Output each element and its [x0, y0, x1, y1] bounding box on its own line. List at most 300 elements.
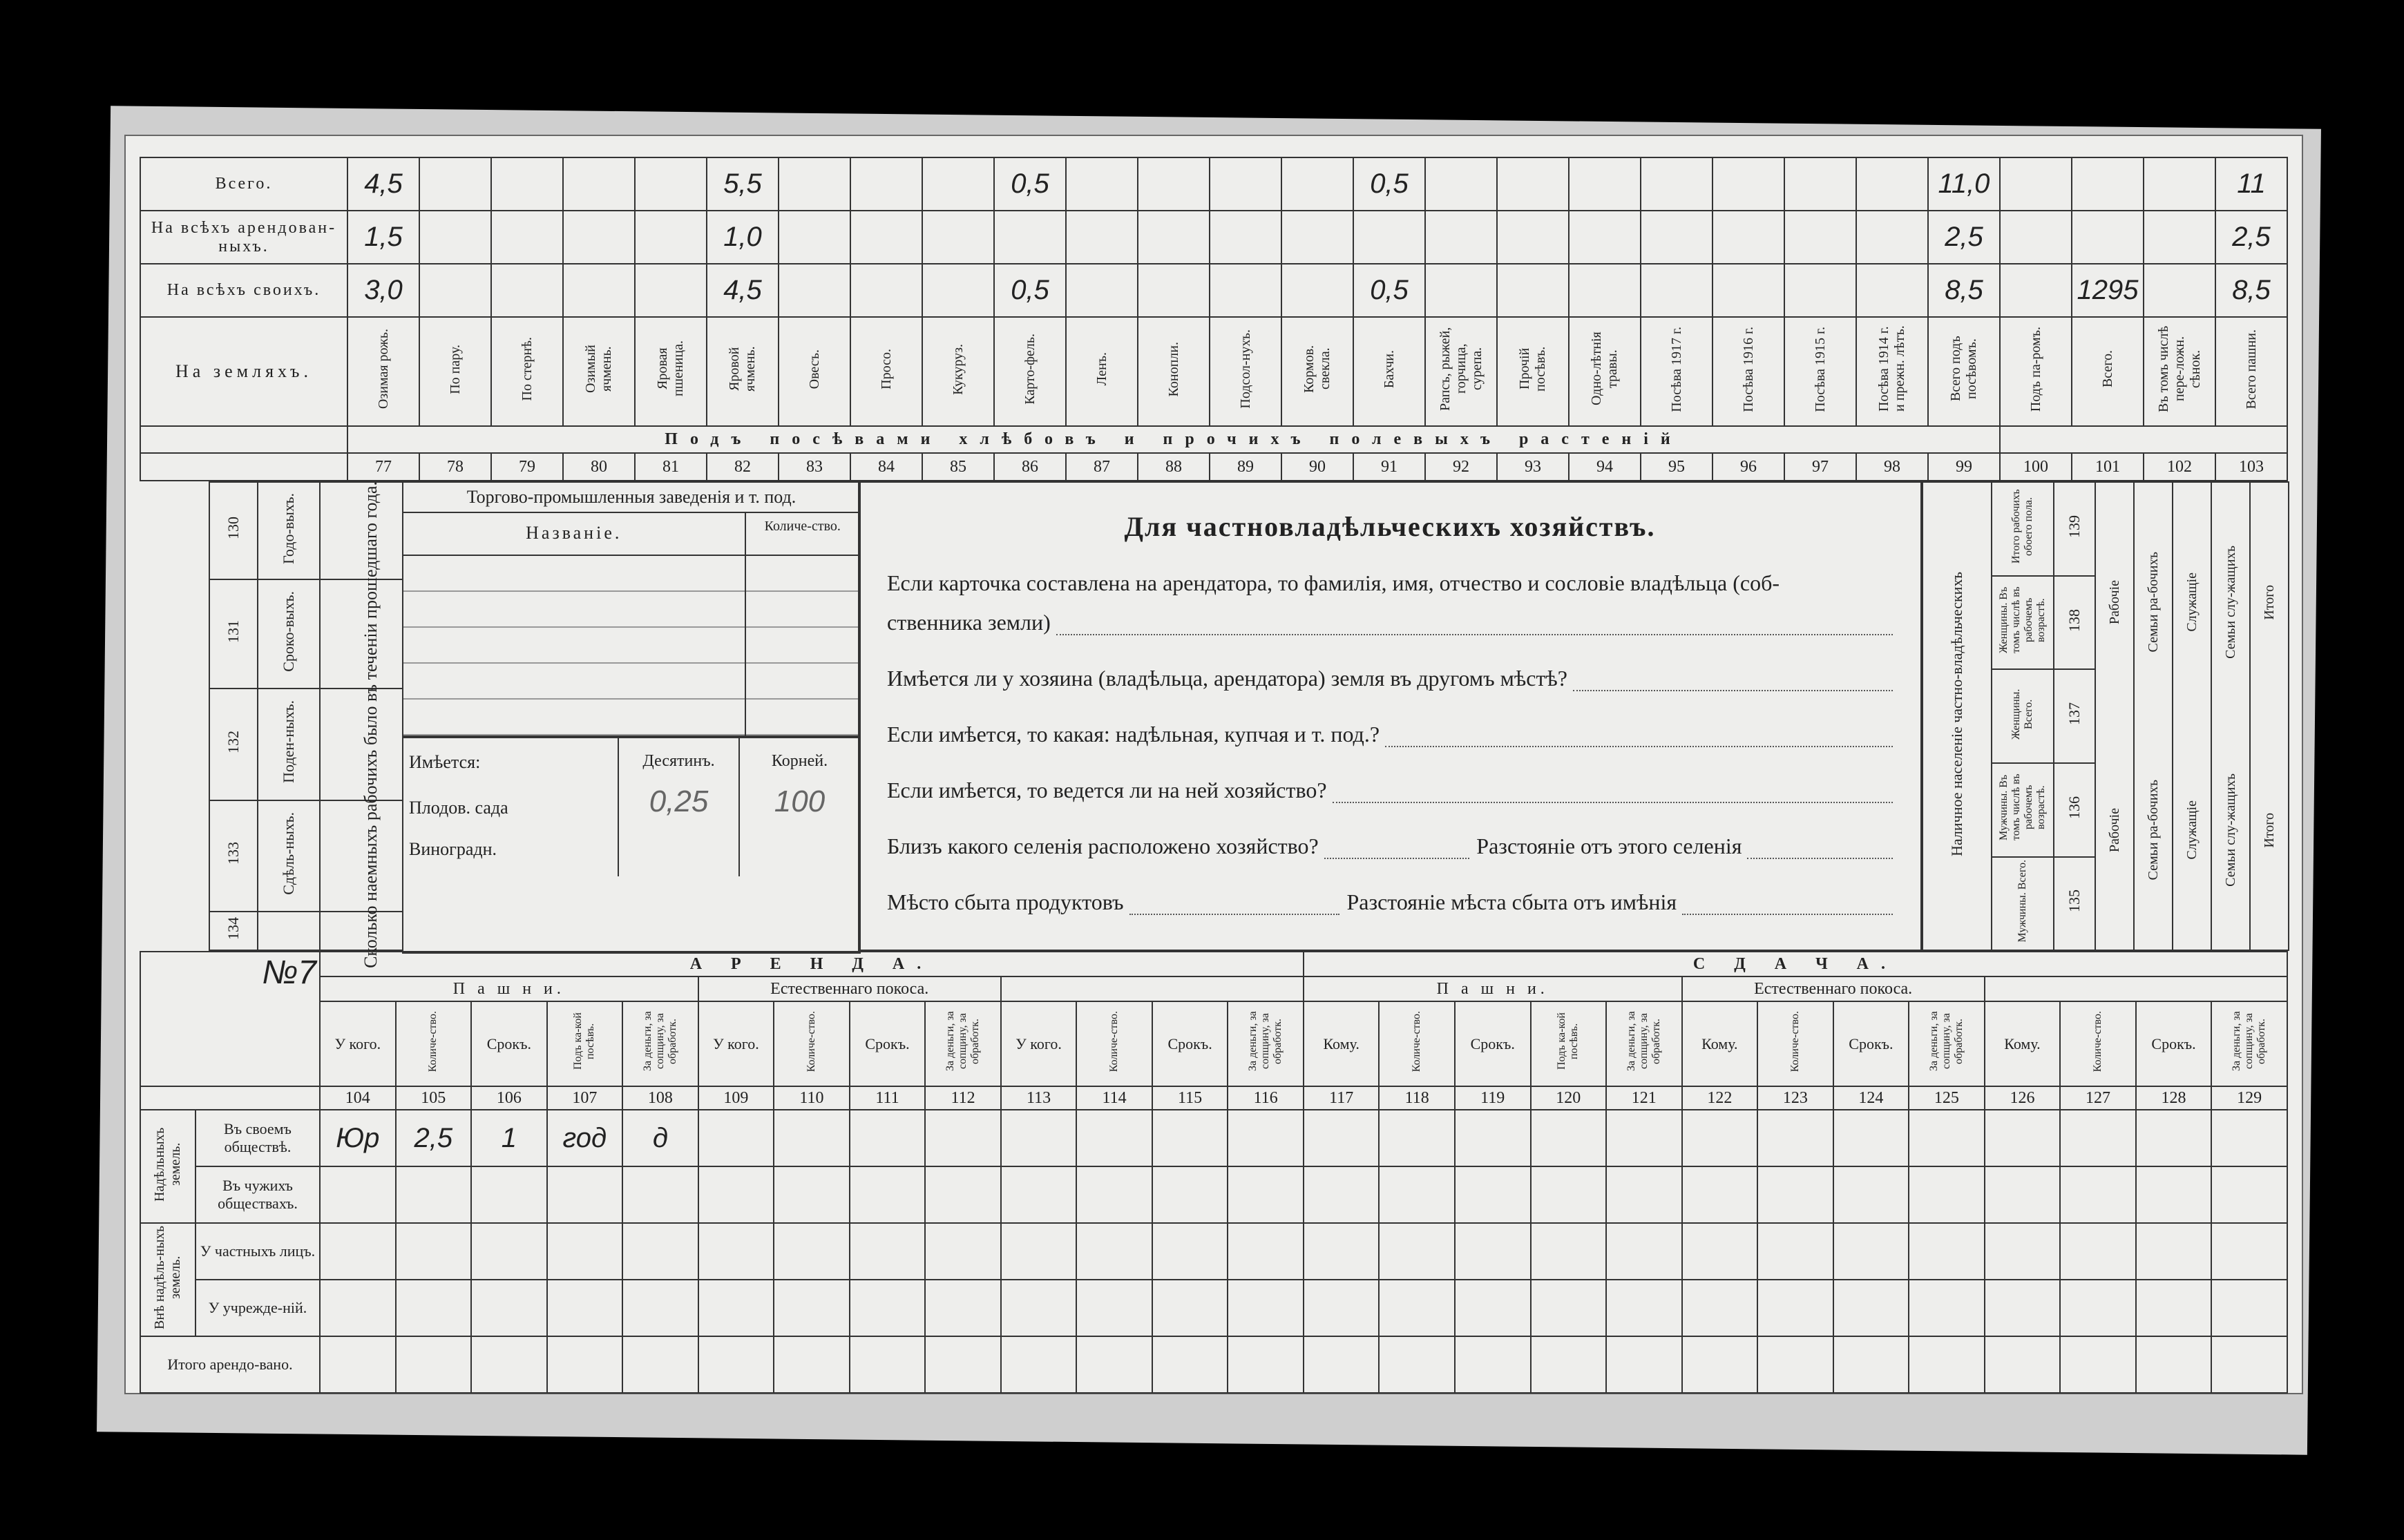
population-col-number [2054, 857, 2095, 950]
lease-row [140, 1280, 2287, 1336]
lease-value-cell[interactable] [774, 1336, 850, 1393]
crops-band-spacer [140, 426, 347, 454]
crops-row-rented [140, 211, 2287, 264]
lease-value-cell[interactable] [1304, 1336, 1380, 1393]
crops-col-number: 87 [1066, 453, 1138, 481]
crops-value-cell[interactable] [2144, 157, 2215, 211]
crops-value-cell[interactable] [922, 211, 994, 264]
lease-value-cell[interactable] [1001, 1223, 1077, 1280]
lease-value-cell[interactable] [1833, 1110, 1909, 1166]
crops-value-cell[interactable] [635, 157, 707, 211]
crops-row-label: На всѣхъ арендован-ныхъ. [140, 211, 347, 264]
lease-col-header-text: Количе-ство. [805, 1010, 817, 1072]
lease-value-cell[interactable] [396, 1166, 472, 1223]
lease-value-cell[interactable] [1152, 1336, 1228, 1393]
crops-col-number: 78 [419, 453, 491, 481]
lease-value-cell[interactable] [1909, 1280, 1985, 1336]
lease-value-cell[interactable] [471, 1166, 547, 1223]
lease-col-number: 109 [698, 1086, 774, 1110]
population-cat-col[interactable] [2249, 483, 2288, 950]
lease-value-cell[interactable] [396, 1280, 472, 1336]
crops-value-cell[interactable] [1641, 157, 1713, 211]
crops-value-cell[interactable] [491, 211, 563, 264]
q3-answer[interactable] [1385, 726, 1893, 747]
lease-value-cell[interactable] [1076, 1110, 1152, 1166]
lease-value-cell[interactable] [547, 1336, 623, 1393]
lease-col-header-text: За деньги, за сопщину, за обработк. [1625, 1011, 1662, 1072]
lease-col-number: 108 [622, 1086, 698, 1110]
lease-value-cell[interactable] [774, 1166, 850, 1223]
lease-value-cell[interactable] [1379, 1336, 1455, 1393]
lease-value-cell[interactable] [320, 1336, 396, 1393]
trade-lines [403, 556, 746, 735]
lease-value-cell[interactable] [1076, 1223, 1152, 1280]
lease-col-number: 129 [2211, 1086, 2287, 1110]
lease-value-cell[interactable] [1152, 1280, 1228, 1336]
crops-col-number: 79 [491, 453, 563, 481]
lease-value-cell[interactable] [1076, 1336, 1152, 1393]
lease-value-cell[interactable] [1833, 1280, 1909, 1336]
lease-value-cell[interactable] [547, 1280, 623, 1336]
crops-value-cell[interactable]: 0,5 [994, 264, 1066, 317]
lease-value-cell[interactable] [320, 1280, 396, 1336]
lease-value-cell[interactable] [2211, 1280, 2287, 1336]
q5b-answer[interactable] [1747, 838, 1893, 859]
hired-row-number-text: 130 [225, 517, 242, 540]
lease-value-cell[interactable] [1985, 1223, 2061, 1280]
lease-value-cell[interactable] [1909, 1336, 1985, 1393]
crops-value-cell[interactable] [1497, 264, 1569, 317]
lease-col-header-text: За деньги, за сопщину, за обработк. [2231, 1011, 2268, 1072]
crops-value-cell[interactable] [1210, 157, 1281, 211]
population-cat-col[interactable] [2096, 483, 2133, 950]
crops-value-cell[interactable] [2072, 157, 2144, 211]
crops-col-header-text: Подъ па-ромъ. [2028, 326, 2043, 412]
lease-col-header [547, 1001, 623, 1086]
population-col-number [2054, 482, 2095, 576]
crops-value-cell[interactable] [1497, 211, 1569, 264]
hired-row-label [258, 912, 320, 950]
lease-value-cell[interactable] [1531, 1336, 1607, 1393]
crops-value-cell[interactable] [850, 264, 922, 317]
crops-col-header [1569, 317, 1641, 425]
lease-value-cell[interactable] [2211, 1110, 2287, 1166]
crops-value-cell[interactable] [419, 211, 491, 264]
crops-col-header-text: Овесъ. [806, 349, 822, 389]
crops-value-cell[interactable] [1713, 211, 1784, 264]
crops-value-cell[interactable] [1425, 157, 1497, 211]
lease-value-cell[interactable] [1606, 1166, 1682, 1223]
crops-value-cell[interactable] [1066, 264, 1138, 317]
crops-col-number: 88 [1138, 453, 1210, 481]
crops-col-header [491, 317, 563, 425]
lease-value-cell[interactable] [850, 1336, 926, 1393]
crops-value-cell[interactable] [1856, 157, 1928, 211]
crops-col-header-text: Подсол-нухъ. [1237, 329, 1253, 409]
crops-value-cell[interactable]: 4,5 [707, 264, 779, 317]
lease-value-cell[interactable] [925, 1166, 1001, 1223]
lease-value-cell[interactable] [1304, 1166, 1380, 1223]
population-cat-bottom: Рабочiе [2106, 807, 2122, 853]
lease-value-cell[interactable] [2211, 1223, 2287, 1280]
crops-value-cell[interactable] [1138, 264, 1210, 317]
hired-row-label [258, 689, 320, 800]
crops-value-cell[interactable] [850, 157, 922, 211]
q2: Имѣется ли у хозяина (владѣльца, арендатора) земля въ другомъ мѣстѣ? [887, 666, 1567, 691]
crops-value-cell[interactable] [922, 157, 994, 211]
lease-group2-label [140, 1223, 195, 1336]
lease-value-cell[interactable] [622, 1336, 698, 1393]
hired-row-number [209, 912, 258, 950]
q6b: Разстоянiе мѣста сбыта отъ имѣнiя [1346, 889, 1677, 914]
lease-value-cell[interactable] [1152, 1223, 1228, 1280]
crops-value-cell[interactable] [2000, 157, 2072, 211]
crops-col-header-text: Конопли. [1165, 341, 1181, 397]
lease-value-cell[interactable] [1455, 1336, 1531, 1393]
lease-value-cell[interactable] [1379, 1223, 1455, 1280]
lease-value-cell[interactable] [698, 1110, 774, 1166]
lease-value-cell[interactable] [1833, 1223, 1909, 1280]
lease-value-cell[interactable] [1304, 1223, 1380, 1280]
crops-value-cell[interactable] [1713, 264, 1784, 317]
crops-value-cell[interactable]: 2,5 [2215, 211, 2287, 264]
lease-value-cell[interactable] [1076, 1280, 1152, 1336]
lease-value-cell[interactable] [1455, 1280, 1531, 1336]
lease-value-cell[interactable] [320, 1166, 396, 1223]
hired-row-number [209, 689, 258, 800]
lease-value-cell[interactable] [622, 1166, 698, 1223]
lease-value-cell[interactable] [1682, 1280, 1758, 1336]
lease-row [140, 1223, 2287, 1280]
lease-value-cell[interactable] [774, 1223, 850, 1280]
crops-value-cell[interactable]: 8,5 [2215, 264, 2287, 317]
crops-value-cell[interactable] [1497, 157, 1569, 211]
lease-col-header [925, 1001, 1001, 1086]
crops-value-cell[interactable]: 2,5 [1928, 211, 2000, 264]
crops-value-cell[interactable]: 11 [2215, 157, 2287, 211]
crops-header-row [140, 317, 2287, 425]
crops-value-cell[interactable] [1425, 264, 1497, 317]
crops-value-cell[interactable] [563, 264, 635, 317]
lease-value-cell[interactable] [1606, 1223, 1682, 1280]
garden-dess-value: 0,25 [649, 785, 709, 818]
crops-value-cell[interactable] [850, 211, 922, 264]
lease-col-header-text: За деньги, за сопщину, за обработк. [641, 1011, 678, 1072]
crops-value-cell[interactable]: 1295 [2072, 264, 2144, 317]
lease-value-cell[interactable] [2211, 1336, 2287, 1393]
lease-value-cell[interactable] [1531, 1280, 1607, 1336]
crops-value-cell[interactable]: 1,0 [707, 211, 779, 264]
crops-value-cell[interactable] [1569, 211, 1641, 264]
lease-value-cell[interactable] [774, 1280, 850, 1336]
lease-value-cell[interactable] [1985, 1336, 2061, 1393]
lease-value-cell[interactable] [1076, 1166, 1152, 1223]
lease-value-cell[interactable] [547, 1166, 623, 1223]
lease-value-cell[interactable] [925, 1280, 1001, 1336]
lease-value-cell[interactable] [2060, 1336, 2136, 1393]
lease-mark: №7 [140, 952, 320, 1086]
crops-value-cell[interactable] [491, 264, 563, 317]
crops-value-cell[interactable]: 3,0 [347, 264, 419, 317]
lease-value-cell[interactable] [850, 1280, 926, 1336]
crops-value-cell[interactable] [1138, 211, 1210, 264]
lease-value-cell[interactable] [396, 1336, 472, 1393]
trade-block [402, 481, 861, 954]
crops-value-cell[interactable] [635, 264, 707, 317]
lease-value-cell[interactable] [1682, 1166, 1758, 1223]
lease-value-cell[interactable] [2136, 1166, 2212, 1223]
lease-value-cell[interactable] [1001, 1336, 1077, 1393]
lease-value-cell[interactable] [1379, 1110, 1455, 1166]
lease-value-cell[interactable] [2060, 1280, 2136, 1336]
crops-value-cell[interactable] [1066, 157, 1138, 211]
lease-value-cell[interactable] [1001, 1166, 1077, 1223]
lease-value-cell[interactable]: год [547, 1110, 623, 1166]
q6-answer[interactable] [1129, 894, 1340, 915]
lease-group2-label-text: Внѣ надѣль-ныхъ земель. [152, 1225, 183, 1329]
crops-value-cell[interactable] [1425, 211, 1497, 264]
lease-value-cell[interactable] [2060, 1166, 2136, 1223]
crops-col-header-text: Одно-лѣтнiя травы. [1589, 332, 1620, 406]
crops-row-own [140, 264, 2287, 317]
lease-col-header-text: Количе-ство. [1788, 1010, 1801, 1072]
lease-value-cell[interactable] [2136, 1336, 2212, 1393]
lease-value-cell[interactable] [1833, 1166, 1909, 1223]
crops-value-cell[interactable] [1281, 264, 1353, 317]
lease-value-cell[interactable] [1001, 1110, 1077, 1166]
lease-col-header: Кому. [1304, 1001, 1380, 1086]
crops-col-header-text: Всего. [2099, 350, 2115, 388]
lease-value-cell[interactable] [1455, 1110, 1531, 1166]
crops-value-cell[interactable] [419, 264, 491, 317]
lease-value-cell[interactable] [1379, 1166, 1455, 1223]
crops-value-cell[interactable] [1856, 211, 1928, 264]
lease-value-cell[interactable] [622, 1223, 698, 1280]
crops-col-header-text: Яровой ячмень. [727, 346, 758, 392]
lease-value-cell[interactable] [1757, 1110, 1833, 1166]
population-col-number-text: 137 [2066, 702, 2083, 726]
crops-col-number: 99 [1928, 453, 2000, 481]
crops-value-cell[interactable] [1569, 157, 1641, 211]
lease-value-cell[interactable] [1606, 1110, 1682, 1166]
crops-value-cell[interactable] [994, 211, 1066, 264]
crops-col-header [2144, 317, 2215, 425]
crops-col-number: 100 [2000, 453, 2072, 481]
lease-row-label: Итого арендо-вано. [140, 1336, 320, 1393]
population-cat-col[interactable] [2211, 483, 2249, 950]
crops-value-cell[interactable]: 0,5 [1353, 264, 1425, 317]
lease-value-cell[interactable] [1304, 1110, 1380, 1166]
lease-value-cell[interactable] [1455, 1166, 1531, 1223]
lease-value-cell[interactable] [2136, 1110, 2212, 1166]
crops-value-cell[interactable]: 5,5 [707, 157, 779, 211]
crops-value-cell[interactable] [1713, 157, 1784, 211]
crops-value-cell[interactable] [2072, 211, 2144, 264]
population-cat-col[interactable] [2133, 483, 2172, 950]
crops-value-cell[interactable] [563, 157, 635, 211]
lease-value-cell[interactable] [925, 1336, 1001, 1393]
lease-value-cell[interactable]: 1 [471, 1110, 547, 1166]
crops-value-cell[interactable]: 8,5 [1928, 264, 2000, 317]
trade-qty-lines [746, 556, 860, 735]
crops-value-cell[interactable] [1784, 264, 1856, 317]
lease-value-cell[interactable] [1757, 1223, 1833, 1280]
crops-value-cell[interactable]: 4,5 [347, 157, 419, 211]
lease-value-cell[interactable] [2211, 1166, 2287, 1223]
lease-value-cell[interactable] [1909, 1110, 1985, 1166]
lease-value-cell[interactable] [698, 1166, 774, 1223]
lease-col-header-text: Количе-ство. [427, 1010, 439, 1072]
lease-value-cell[interactable] [1228, 1280, 1304, 1336]
crops-value-cell[interactable] [2144, 264, 2215, 317]
crops-value-cell[interactable] [779, 264, 850, 317]
lease-value-cell[interactable] [774, 1110, 850, 1166]
lease-value-cell[interactable] [1304, 1280, 1380, 1336]
crops-number-row [140, 453, 2287, 481]
lease-value-cell[interactable] [1682, 1223, 1758, 1280]
crops-value-cell[interactable] [922, 264, 994, 317]
lease-value-cell[interactable] [1757, 1336, 1833, 1393]
crops-value-cell[interactable] [1856, 264, 1928, 317]
lease-value-cell[interactable] [1531, 1166, 1607, 1223]
lease-value-cell[interactable] [1757, 1280, 1833, 1336]
lease-value-cell[interactable] [2060, 1110, 2136, 1166]
lease-value-cell[interactable] [1455, 1223, 1531, 1280]
crops-value-cell[interactable] [563, 211, 635, 264]
q6: Мѣсто сбыта продуктовъ [887, 889, 1124, 914]
crops-value-cell[interactable] [1138, 157, 1210, 211]
crops-value-cell[interactable] [1353, 211, 1425, 264]
lease-value-cell[interactable] [1152, 1110, 1228, 1166]
q1-answer[interactable] [1056, 615, 1893, 635]
crops-value-cell[interactable] [1569, 264, 1641, 317]
crops-lands-label: На земляхъ. [140, 317, 347, 425]
hired-row-label [258, 800, 320, 912]
lease-value-cell[interactable] [622, 1280, 698, 1336]
crops-col-header [1713, 317, 1784, 425]
lease-col-number: 115 [1152, 1086, 1228, 1110]
crops-col-header-text: Рапсъ, рыжей, горчица, сурепа. [1437, 327, 1485, 412]
lease-value-cell[interactable]: 2,5 [396, 1110, 472, 1166]
crops-value-cell[interactable] [491, 157, 563, 211]
q1a: Если карточка составлена на арендатора, то фамилiя, имя, отчество и сословiе владѣльца (соб- [887, 570, 1780, 595]
lease-value-cell[interactable] [2136, 1223, 2212, 1280]
crops-col-header-text: Всего подъ посѣвомъ. [1948, 336, 1979, 402]
q4-answer[interactable] [1333, 782, 1893, 803]
population-cat-col[interactable] [2172, 483, 2211, 950]
crops-value-cell[interactable]: 0,5 [994, 157, 1066, 211]
crops-col-header-text: Въ томъ числѣ пере-ложн. сѣнок. [2155, 325, 2203, 413]
crops-value-cell[interactable] [1210, 211, 1281, 264]
crops-value-cell[interactable]: 0,5 [1353, 157, 1425, 211]
lease-value-cell[interactable] [698, 1336, 774, 1393]
lease-value-cell[interactable] [1757, 1166, 1833, 1223]
lease-value-cell[interactable] [1606, 1280, 1682, 1336]
q5-answer[interactable] [1324, 838, 1470, 859]
crops-value-cell[interactable] [1066, 211, 1138, 264]
crops-value-cell[interactable] [1784, 211, 1856, 264]
lease-value-cell[interactable] [698, 1223, 774, 1280]
lease-value-cell[interactable] [1228, 1166, 1304, 1223]
hired-row-number-text: 131 [225, 619, 242, 643]
crops-row-total [140, 157, 2287, 211]
lease-value-cell[interactable] [1379, 1280, 1455, 1336]
lease-value-cell[interactable] [1682, 1110, 1758, 1166]
lease-value-cell[interactable] [1228, 1110, 1304, 1166]
crops-value-cell[interactable]: 11,0 [1928, 157, 2000, 211]
lease-value-cell[interactable] [547, 1223, 623, 1280]
crops-value-cell[interactable] [635, 211, 707, 264]
lease-value-cell[interactable] [320, 1223, 396, 1280]
lease-value-cell[interactable] [2136, 1280, 2212, 1336]
lease-col-header [774, 1001, 850, 1086]
lease-value-cell[interactable] [471, 1336, 547, 1393]
crops-value-cell[interactable] [1210, 264, 1281, 317]
lease-value-cell[interactable] [471, 1280, 547, 1336]
crops-value-cell[interactable] [2000, 211, 2072, 264]
lease-value-cell[interactable]: д [622, 1110, 698, 1166]
lease-value-cell[interactable] [2060, 1223, 2136, 1280]
lease-value-cell[interactable] [850, 1166, 926, 1223]
q3: Если имѣется, то какая: надѣльная, купчая и т. под.? [887, 722, 1380, 747]
crops-col-header-text: По стернѣ. [519, 337, 535, 401]
lease-value-cell[interactable] [1531, 1223, 1607, 1280]
lease-value-cell[interactable] [1001, 1280, 1077, 1336]
lease-value-cell[interactable] [1985, 1280, 2061, 1336]
lease-value-cell[interactable] [1985, 1166, 2061, 1223]
lease-col-header [1531, 1001, 1607, 1086]
crops-value-cell[interactable] [419, 157, 491, 211]
crops-value-cell[interactable] [1784, 157, 1856, 211]
crops-value-cell[interactable] [779, 211, 850, 264]
lease-value-cell[interactable]: Юр [320, 1110, 396, 1166]
lease-value-cell[interactable] [1152, 1166, 1228, 1223]
lease-row-label: Въ своемъ обществѣ. [195, 1110, 320, 1166]
q2-answer[interactable] [1573, 671, 1893, 691]
lease-value-cell[interactable] [1606, 1336, 1682, 1393]
lease-value-cell[interactable] [471, 1223, 547, 1280]
crops-value-cell[interactable] [1281, 157, 1353, 211]
population-col-label [1992, 669, 2054, 763]
crops-value-cell[interactable]: 1,5 [347, 211, 419, 264]
lease-value-cell[interactable] [1682, 1336, 1758, 1393]
lease-value-cell[interactable] [1909, 1223, 1985, 1280]
lease-value-cell[interactable] [1228, 1336, 1304, 1393]
lease-value-cell[interactable] [1909, 1166, 1985, 1223]
crops-table [140, 157, 2288, 481]
crops-value-cell[interactable] [1281, 211, 1353, 264]
lease-col-header [622, 1001, 698, 1086]
q6b-answer[interactable] [1682, 894, 1893, 915]
lease-value-cell[interactable] [1985, 1110, 2061, 1166]
lease-value-cell[interactable] [1833, 1336, 1909, 1393]
lease-value-cell[interactable] [396, 1223, 472, 1280]
lease-value-cell[interactable] [1531, 1110, 1607, 1166]
lease-value-cell[interactable] [925, 1110, 1001, 1166]
crops-value-cell[interactable] [2144, 211, 2215, 264]
crops-value-cell[interactable] [1641, 264, 1713, 317]
crops-value-cell[interactable] [779, 157, 850, 211]
lease-col-number: 121 [1606, 1086, 1682, 1110]
crops-value-cell[interactable] [1641, 211, 1713, 264]
lease-value-cell[interactable] [850, 1110, 926, 1166]
lease-value-cell[interactable] [1228, 1223, 1304, 1280]
lease-value-cell[interactable] [698, 1280, 774, 1336]
lease-value-cell[interactable] [850, 1223, 926, 1280]
crops-value-cell[interactable] [2000, 264, 2072, 317]
lease-value-cell[interactable] [925, 1223, 1001, 1280]
lease-col-number: 125 [1909, 1086, 1985, 1110]
